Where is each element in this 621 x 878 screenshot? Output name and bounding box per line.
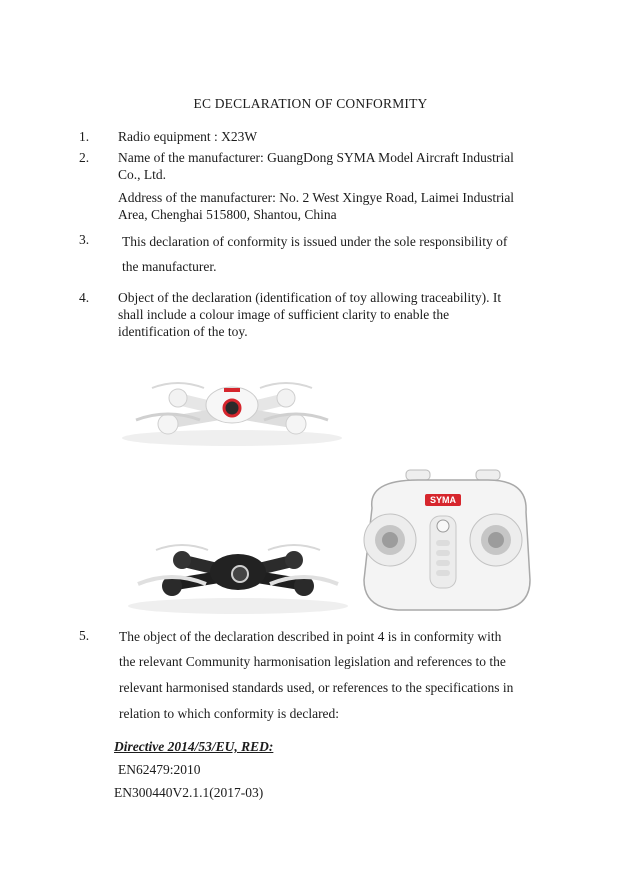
item-4-line-1: Object of the declaration (identification of toy allowing traceability). It (118, 290, 502, 305)
controller-logo: SYMA (425, 494, 461, 506)
item-5-line-2: the relevant Community harmonisation legislation and references to the (119, 654, 506, 669)
document-title: EC DECLARATION OF CONFORMITY (193, 96, 428, 111)
item-4-line-3: identification of the toy. (118, 324, 248, 339)
standard-1: EN62479:2010 (118, 762, 201, 777)
item-2-address-1: Address of the manufacturer: No. 2 West Xingye Road, Laimei Industrial (118, 190, 515, 205)
controller-photo (358, 468, 533, 613)
item-2-address-2: Area, Chenghai 515800, Shantou, China (118, 207, 337, 222)
item-5-line-4: relation to which conformity is declared: (119, 706, 340, 721)
controller-graphic (358, 468, 533, 613)
item-2-line-2: Co., Ltd. (118, 167, 167, 182)
item-5-number: 5. (79, 628, 90, 643)
item-2-line-1: Name of the manufacturer: GuangDong SYMA Model Aircraft Industrial (118, 150, 514, 165)
item-5-line-1: The object of the declaration described in point 4 is in conformity with (119, 629, 502, 644)
item-1-text: Radio equipment : X23W (118, 129, 258, 144)
item-2-number: 2. (79, 150, 90, 165)
item-4-number: 4. (79, 290, 90, 305)
item-3-number: 3. (79, 232, 90, 247)
item-1-number: 1. (79, 129, 90, 144)
directive-heading: Directive 2014/53/EU, RED: (114, 739, 274, 754)
black-drone-photo (118, 530, 358, 620)
standard-2: EN300440V2.1.1(2017-03) (114, 785, 264, 800)
item-3-line-1: This declaration of conformity is issued under the sole responsibility of (122, 234, 508, 249)
item-3-line-2: the manufacturer. (122, 259, 217, 274)
item-5-line-3: relevant harmonised standards used, or references to the specifications in (119, 680, 514, 695)
white-drone-photo (112, 360, 352, 450)
item-4-line-2: shall include a colour image of sufficient clarity to enable the (118, 307, 450, 322)
